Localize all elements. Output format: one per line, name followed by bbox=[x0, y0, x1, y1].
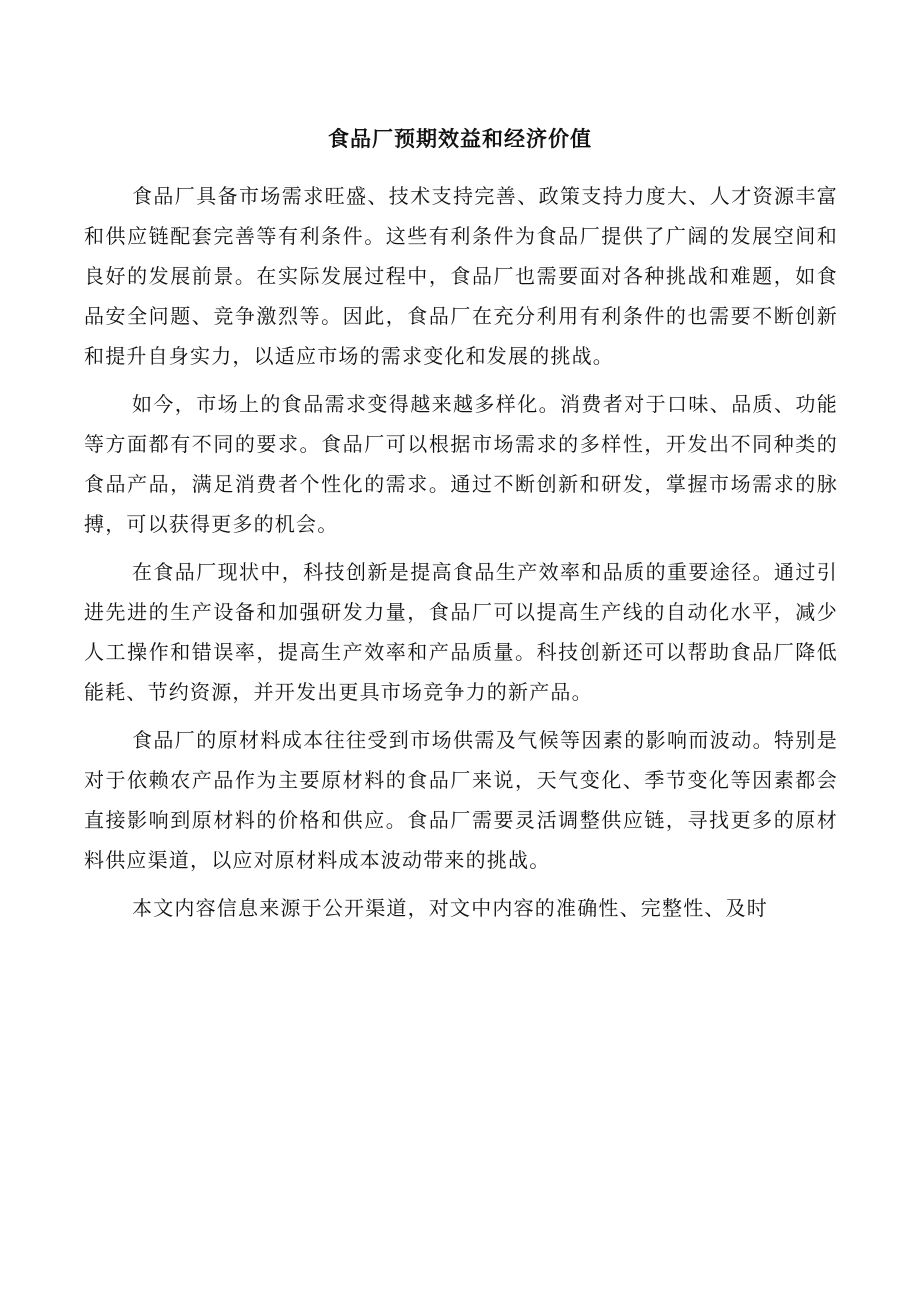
document-title: 食品厂预期效益和经济价值 bbox=[328, 126, 592, 151]
paragraph-diversified-demand: 如今，市场上的食品需求变得越来越多样化。消费者对于口味、品质、功能等方面都有不同的要求。食品厂可以根据市场需求的多样性，开发出不同种类的食品产品，满足消费者个性化的需求。通过不断创新和研发，掌握市场需求的脉搏，可以获得更多的机会。 bbox=[84, 392, 838, 536]
paragraph-disclaimer: 本文内容信息来源于公开渠道，对文中内容的准确性、完整性、及时 bbox=[132, 896, 768, 920]
paragraph-technology-innovation: 在食品厂现状中，科技创新是提高食品生产效率和品质的重要途径。通过引进先进的生产设备和加强研发力量，食品厂可以提高生产线的自动化水平，减少人工操作和错误率，提高生产效率和产品质量。科技创新还可以帮助食品厂降低能耗、节约资源，并开发出更具市场竞争力的新产品。 bbox=[84, 560, 838, 704]
paragraph-raw-material-cost: 食品厂的原材料成本往往受到市场供需及气候等因素的影响而波动。特别是对于依赖农产品作为主要原材料的食品厂来说，天气变化、季节变化等因素都会直接影响到原材料的价格和供应。食品厂需要灵活调整供应链，寻找更多的原材料供应渠道，以应对原材料成本波动带来的挑战。 bbox=[84, 728, 838, 872]
paragraph-market-conditions: 食品厂具备市场需求旺盛、技术支持完善、政策支持力度大、人才资源丰富和供应链配套完善等有利条件。这些有利条件为食品厂提供了广阔的发展空间和良好的发展前景。在实际发展过程中，食品厂也需要面对各种挑战和难题，如食品安全问题、竞争激烈等。因此，食品厂在充分利用有利条件的也需要不断创新和提升自身实力，以适应市场的需求变化和发展的挑战。 bbox=[84, 184, 838, 368]
document-body bbox=[84, 176, 838, 928]
